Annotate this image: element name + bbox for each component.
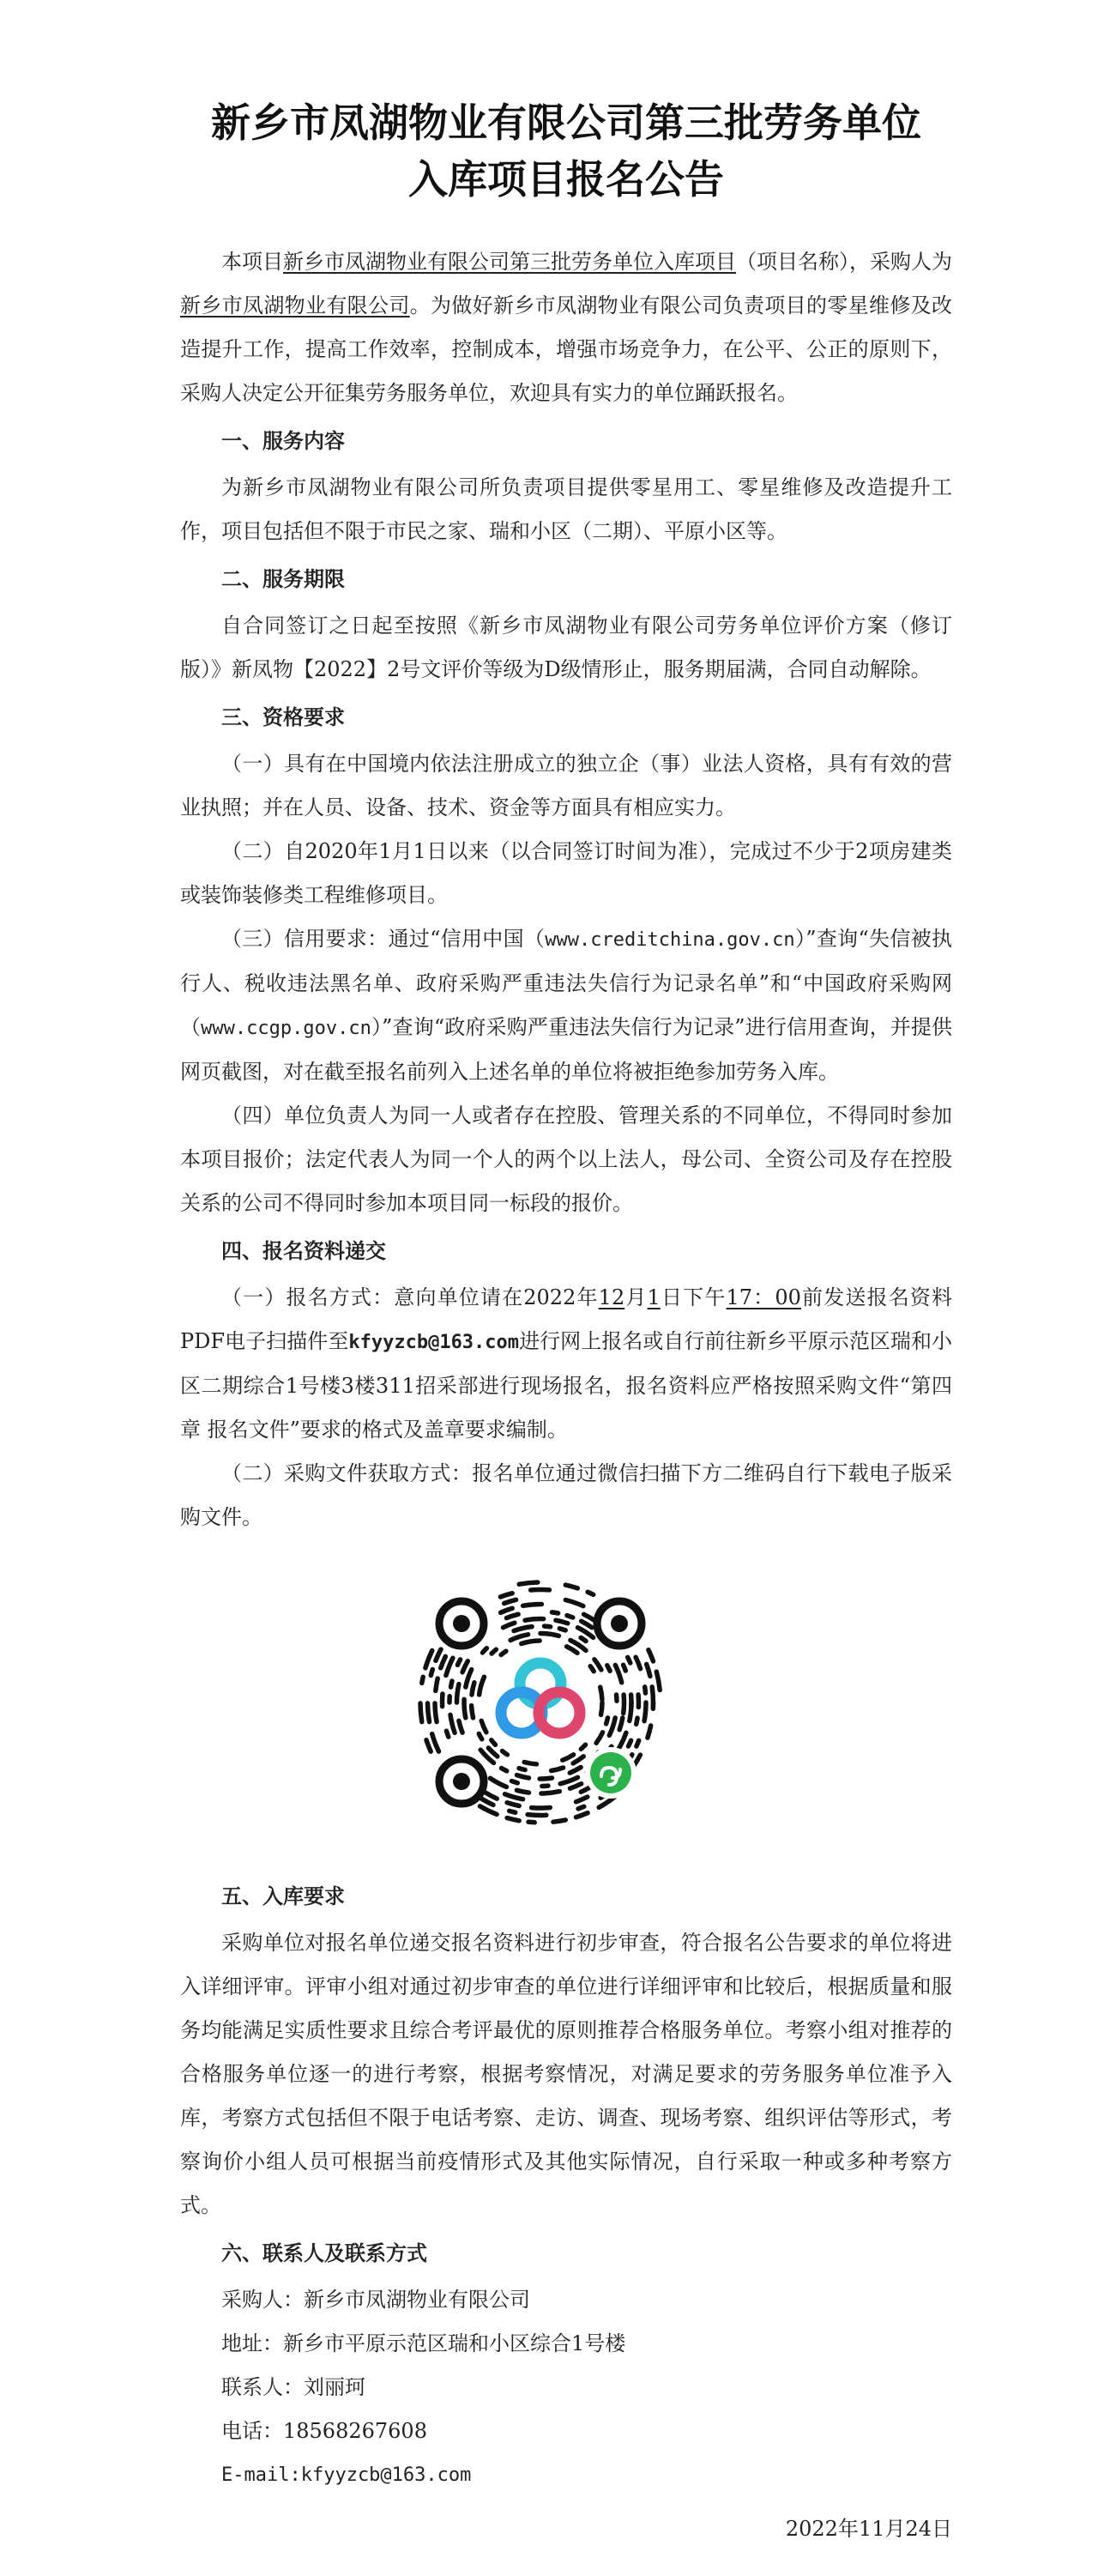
section-2-heading: 二、服务期限 — [221, 566, 345, 591]
section-1-heading: 一、服务内容 — [221, 428, 345, 453]
qualification-item-2: （二）自2020年1月1日以来（以合同签订时间为准），完成过不少于2项房建类或装饰装修类工程维修项目。 — [180, 839, 952, 907]
wechat-mini-program-qr-code-icon — [412, 1574, 669, 1831]
submission-email: kfyyzcb@163.com — [348, 1332, 520, 1353]
contact-person: 联系人：刘丽珂 — [221, 2375, 365, 2399]
contact-email: E-mail:kfyyzcb@163.com — [221, 2464, 472, 2486]
title-line-2: 入库项目报名公告 — [408, 156, 724, 203]
section-3-heading: 三、资格要求 — [221, 704, 345, 729]
intro-paragraph — [180, 240, 952, 415]
submission-item-2: （二）采购文件获取方式：报名单位通过微信扫描下方二维码自行下载电子版采购文件。 — [180, 1461, 952, 1529]
month-unit: 月 — [624, 1285, 648, 1309]
qualification-item-4: （四）单位负责人为同一人或者存在控股、管理关系的不同单位，不得同时参加本项目报价；法定代表人为同一个人的两个以上法人，母公司、全资公司及存在控股关系的公司不得同时参加本项目同一标段的报价。 — [180, 1104, 952, 1215]
deadline-day: 1 — [647, 1285, 661, 1309]
creditchina-url: www.creditchina.gov.cn — [545, 929, 795, 951]
section-4-heading: 四、报名资料递交 — [221, 1238, 386, 1263]
title-line-1: 新乡市凤湖物业有限公司第三批劳务单位 — [211, 100, 921, 146]
section-6-heading: 六、联系人及联系方式 — [221, 2240, 427, 2265]
submission-item-1 — [180, 1276, 952, 1452]
buyer-name: 新乡市凤湖物业有限公司 — [180, 293, 410, 317]
deadline-month: 12 — [598, 1285, 625, 1309]
contact-phone: 电话：18568267608 — [221, 2419, 427, 2443]
page-title — [180, 94, 952, 208]
contact-buyer: 采购人：新乡市凤湖物业有限公司 — [221, 2288, 530, 2312]
section-5-heading: 五、入库要求 — [221, 1884, 345, 1908]
section-1-text: 为新乡市凤湖物业有限公司所负责项目提供零星用工、零星维修及改造提升工作，项目包括但不限于市民之家、瑞和小区（二期）、平原小区等。 — [180, 475, 952, 543]
intro-text-1: 本项目 — [221, 250, 283, 274]
notice-date: 2022年11月24日 — [785, 2517, 952, 2541]
intro-text-2: （项目名称），采购人为 — [736, 250, 952, 274]
intro-text-3: 。为做好新乡市凤湖物业有限公司负责项目的零星维修及改造提升工作，提高工作效率，控制成本，增强市场竞争力，在公平、公正的原则下，采购人决定公开征集劳务服务单位，欢迎具有实力的单位踊跃报名。 — [180, 293, 953, 405]
deadline-time: 17：00 — [726, 1285, 801, 1309]
project-name: 新乡市凤湖物业有限公司第三批劳务单位入库项目 — [283, 250, 736, 274]
credit-text-1: （三）信用要求：通过“信用中国（ — [221, 927, 546, 951]
submission-text-1: （一）报名方式：意向单位请在2022年 — [221, 1285, 599, 1309]
qualification-item-3 — [180, 917, 952, 1094]
day-unit: 日下午 — [660, 1285, 727, 1309]
section-2-text: 自合同签订之日起至按照《新乡市凤湖物业有限公司劳务单位评价方案（修订版）》新凤物【2022】2号文评价等级为D级情形止，服务期届满，合同自动解除。 — [180, 614, 952, 681]
submission-text-3: 进行网上报名或自行前往新乡平原示范区瑞和小区二期综合1号楼3楼311招采部进行现场报名，报名资料应严格按照采购文件“第四章 报名文件”要求的格式及盖章要求编制。 — [180, 1329, 952, 1442]
credit-text-2: ）”查询“失信被执行人、税收违法黑名单、政府采购严重违法失信行为记录名单”和“中国政府采购网（ — [180, 927, 952, 1039]
ccgp-url: www.ccgp.gov.cn — [201, 1018, 371, 1039]
qr-code — [412, 1574, 669, 1831]
submission-text-2: 前发送报名资料PDF电子扫描件至 — [180, 1285, 953, 1353]
wechat-mini-program-icon — [585, 1747, 636, 1799]
section-5-text: 采购单位对报名单位递交报名资料进行初步审查，符合报名公告要求的单位将进入详细评审。评审小组对通过初步审查的单位进行详细评审和比较后，根据质量和服务均能满足实质性要求且综合考评最优的原则推荐合格服务单位。考察小组对推荐的合格服务单位逐一的进行考察，根据考察情况，对满足要求的劳务服务单位准予入库，考察方式包括但不限于电话考察、走访、调查、现场考察、组织评估等形式，考察询价小组人员可根据当前疫情形式及其他实际情况，自行采取一种或多种考察方式。 — [180, 1931, 952, 2217]
contact-block — [180, 2278, 952, 2497]
qualification-item-1: （一）具有在中国境内依法注册成立的独立企（事）业法人资格，具有有效的营业执照；并在人员、设备、技术、资金等方面具有相应实力。 — [180, 752, 952, 819]
credit-text-3: ）”查询“政府采购严重违法失信行为记录”进行信用查询，并提供网页截图，对在截至报名前列入上述名单的单位将被拒绝参加劳务入库。 — [180, 1015, 953, 1084]
contact-address: 地址：新乡市平原示范区瑞和小区综合1号楼 — [221, 2331, 626, 2355]
